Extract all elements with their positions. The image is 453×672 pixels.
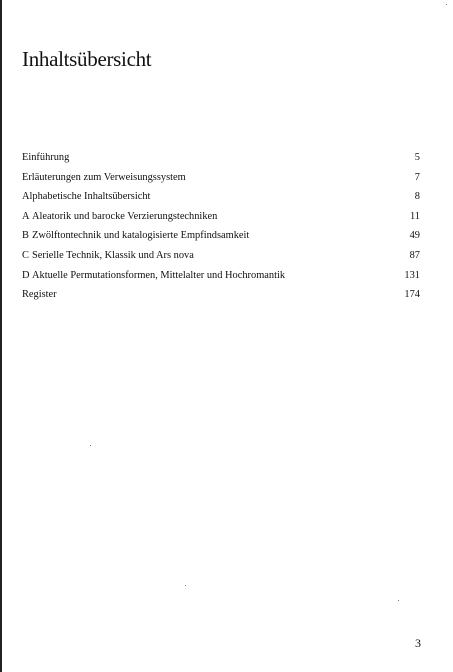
section-letter: B — [22, 230, 29, 242]
page-edge — [0, 0, 2, 672]
toc-entry — [22, 289, 420, 309]
section-letter: C — [22, 249, 29, 261]
scan-speck — [398, 600, 399, 601]
toc-entry-label: Einführung — [22, 152, 70, 163]
toc-entry-page: 7 — [414, 171, 420, 183]
toc-entry-label: Register — [22, 289, 57, 301]
section-letter: A — [22, 210, 30, 222]
toc-entry — [22, 191, 420, 211]
toc-entry-page: 5 — [414, 152, 420, 163]
table-of-contents — [22, 152, 420, 309]
toc-entry-label: Erläuterungen zum Verweisungssystem — [22, 171, 186, 183]
toc-entry-page: 11 — [409, 210, 420, 222]
toc-entry-page: 49 — [409, 230, 420, 242]
toc-entry — [22, 211, 420, 231]
toc-entry-label: A Aleatorik und barocke Verzierungstechniken — [22, 210, 218, 222]
toc-entry-page: 87 — [409, 249, 420, 261]
toc-entry-label: Alphabetische Inhaltsübersicht — [22, 191, 151, 203]
scan-speck — [90, 445, 91, 446]
toc-entry-label: B Zwölftontechnik und katalogisierte Empfindsamkeit — [22, 230, 250, 242]
toc-entry-page: 174 — [404, 289, 420, 301]
toc-entry — [22, 152, 420, 172]
toc-entry-label: C Serielle Technik, Klassik und Ars nova — [22, 249, 194, 261]
toc-entry — [22, 250, 420, 270]
page-number: 3 — [415, 636, 421, 650]
toc-entry-page: 131 — [404, 269, 420, 281]
toc-entry — [22, 172, 420, 192]
toc-entry — [22, 230, 420, 250]
page-title: Inhaltsübersicht — [22, 47, 152, 71]
scan-speck — [446, 4, 447, 5]
toc-entry-page: 8 — [414, 191, 420, 203]
section-letter: D — [22, 269, 30, 281]
scan-speck — [185, 585, 186, 586]
toc-entry-label: D Aktuelle Permutationsformen, Mittelalter und Hochromantik — [22, 269, 286, 281]
toc-entry — [22, 270, 420, 290]
